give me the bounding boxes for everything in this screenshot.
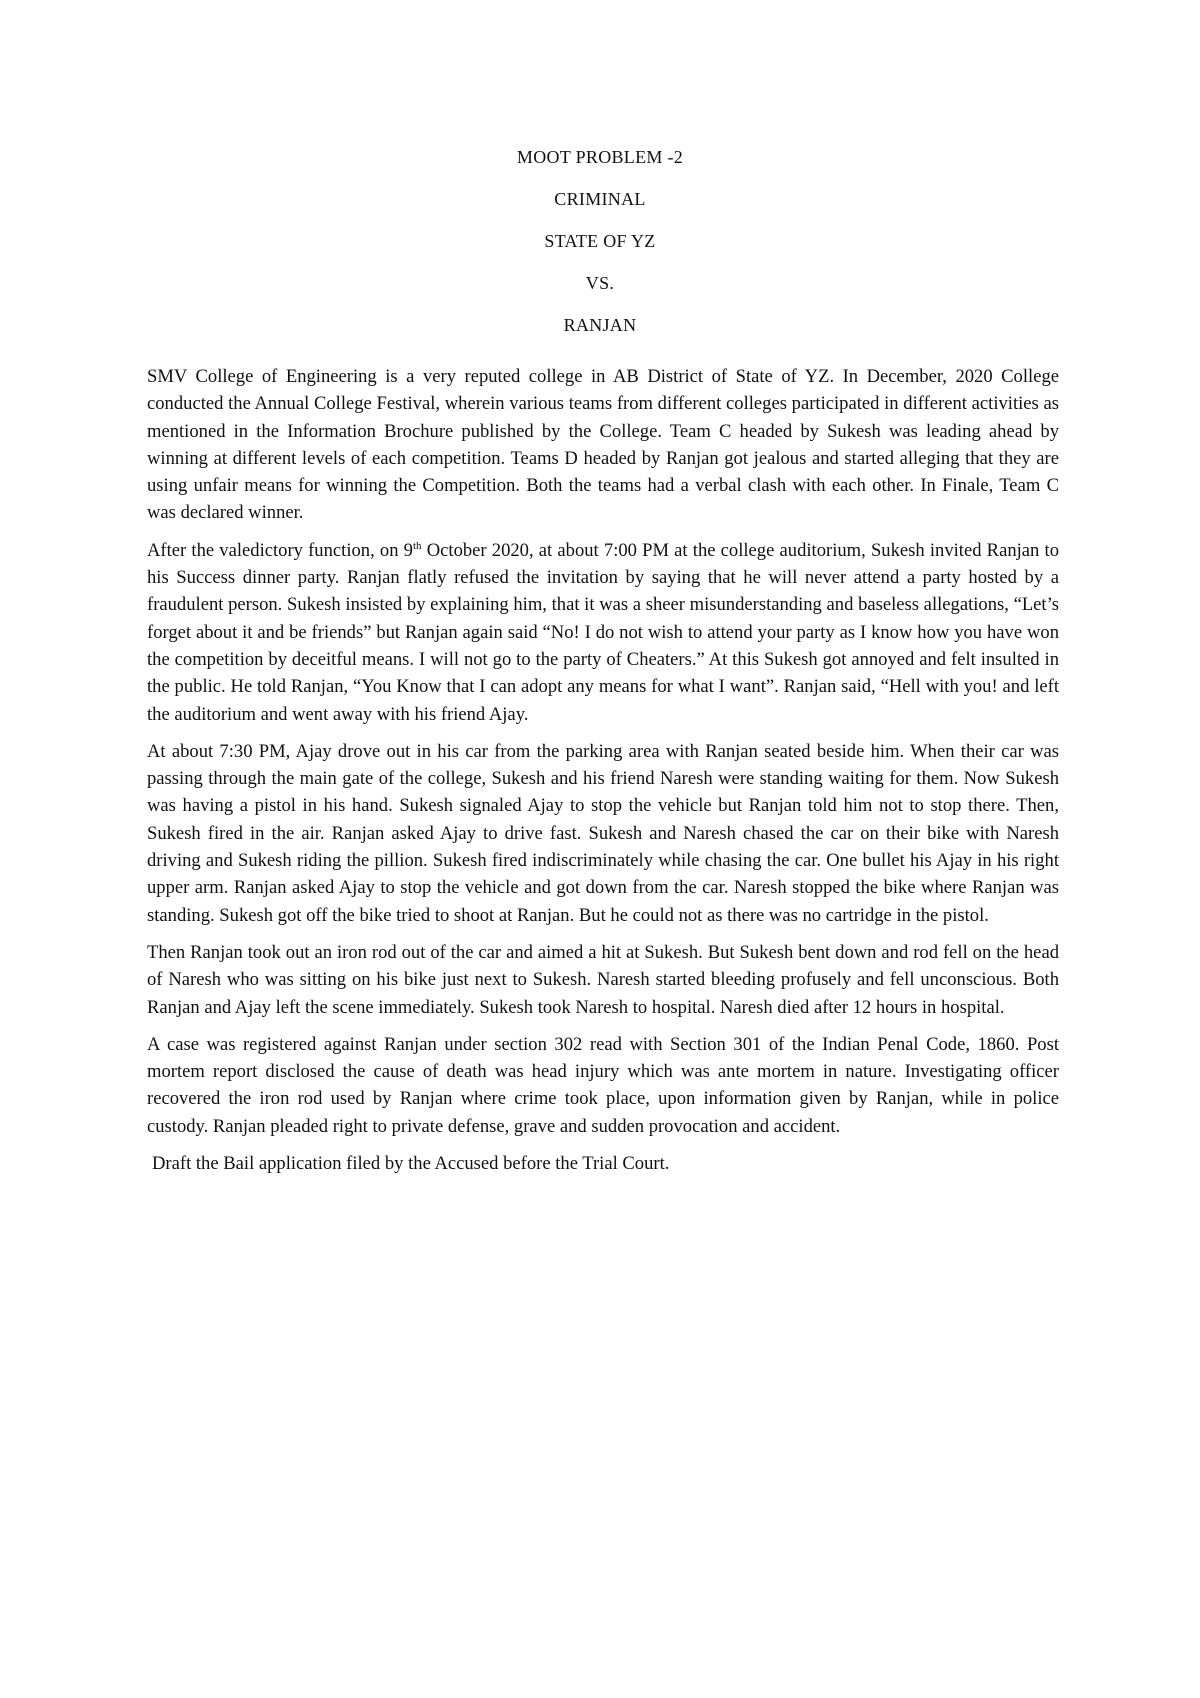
petitioner-name: STATE OF YZ bbox=[544, 231, 656, 251]
respondent-name: RANJAN bbox=[563, 315, 637, 335]
moot-problem-title: MOOT PROBLEM -2 bbox=[516, 147, 684, 167]
versus-label: VS. bbox=[585, 273, 615, 293]
facts-paragraph-5: A case was registered against Ranjan under section 302 read with Section 301 of the Indian Penal Code, 1860. Post mortem report disclosed the cause of death was head injury which was ante mortem in nature. Investigating officer recovered the iron rod used by Ranjan where crime took place, upon information given by Ranjan, while in police custody. Ranjan pleaded right to private defense, grave and sudden provocation and accident. bbox=[147, 1033, 1059, 1137]
case-heading bbox=[0, 146, 1200, 356]
task-instruction: Draft the Bail application filed by the Accused before the Trial Court. bbox=[152, 1153, 670, 1175]
facts-paragraph-3: At about 7:30 PM, Ajay drove out in his car from the parking area with Ranjan seated beside him. When their car was passing through the main gate of the college, Sukesh and his friend Naresh were standing waiting for them. Now Sukesh was having a pistol in his hand. Sukesh signaled Ajay to stop the vehicle but Ranjan told him not to stop there. Then, Sukesh fired in the air. Ranjan asked Ajay to drive fast. Sukesh and Naresh chased the car on their bike with Naresh driving and Sukesh riding the pillion. Sukesh fired indiscriminately while chasing the car. One bullet his Ajay in his right upper arm. Ranjan asked Ajay to stop the vehicle and got down from the car. Naresh stopped the bike where Ranjan was standing. Sukesh got off the bike tried to shoot at Ranjan. But he could not as there was no cartridge in the pistol. bbox=[147, 740, 1059, 926]
facts-paragraph-1: SMV College of Engineering is a very reputed college in AB District of State of YZ. In December, 2020 College conducted the Annual College Festival, wherein various teams from different colleges participated in different activities as mentioned in the Information Brochure published by the College. Team C headed by Sukesh was leading ahead by winning at different levels of each competition. Teams D headed by Ranjan got jealous and started alleging that they are using unfair means for winning the Competition. Both the teams had a verbal clash with each other. In Finale, Team C was declared winner. bbox=[147, 366, 1059, 524]
ordinal-superscript: th bbox=[412, 539, 422, 552]
case-category: CRIMINAL bbox=[554, 189, 646, 209]
facts-paragraph-4: Then Ranjan took out an iron rod out of the car and aimed a hit at Sukesh. But Sukesh bent down and rod fell on the head of Naresh who was sitting on his bike just next to Sukesh. Naresh started bleeding profusely and fell unconscious. Both Ranjan and Ajay left the scene immediately. Sukesh took Naresh to hospital. Naresh died after 12 hours in hospital. bbox=[147, 941, 1059, 1018]
facts-paragraph-2-rest: October 2020, at about 7:00 PM at the college auditorium, Sukesh invited Ranjan to his Success dinner party. Ranjan flatly refused the invitation by saying that he will never attend a party hosted by a fraudulent person. Sukesh insisted by explaining him, that it was a sheer misunderstanding and baseless allegations, “Let’s forget about it and be friends” but Ranjan again said “No! I do not wish to attend your party as I know how you have won the competition by deceitful means. I will not go to the party of Cheaters.” At this Sukesh got annoyed and felt insulted in the public. He told Ranjan, “You Know that I can adopt any means for what I want”. Ranjan said, “Hell with you! and left the auditorium and went away with his friend Ajay. bbox=[147, 539, 1059, 725]
facts-paragraph-2-start: After the valedictory function, on 9 bbox=[147, 539, 413, 561]
facts-paragraph-2 bbox=[147, 537, 1059, 728]
facts-body bbox=[147, 363, 1059, 1177]
